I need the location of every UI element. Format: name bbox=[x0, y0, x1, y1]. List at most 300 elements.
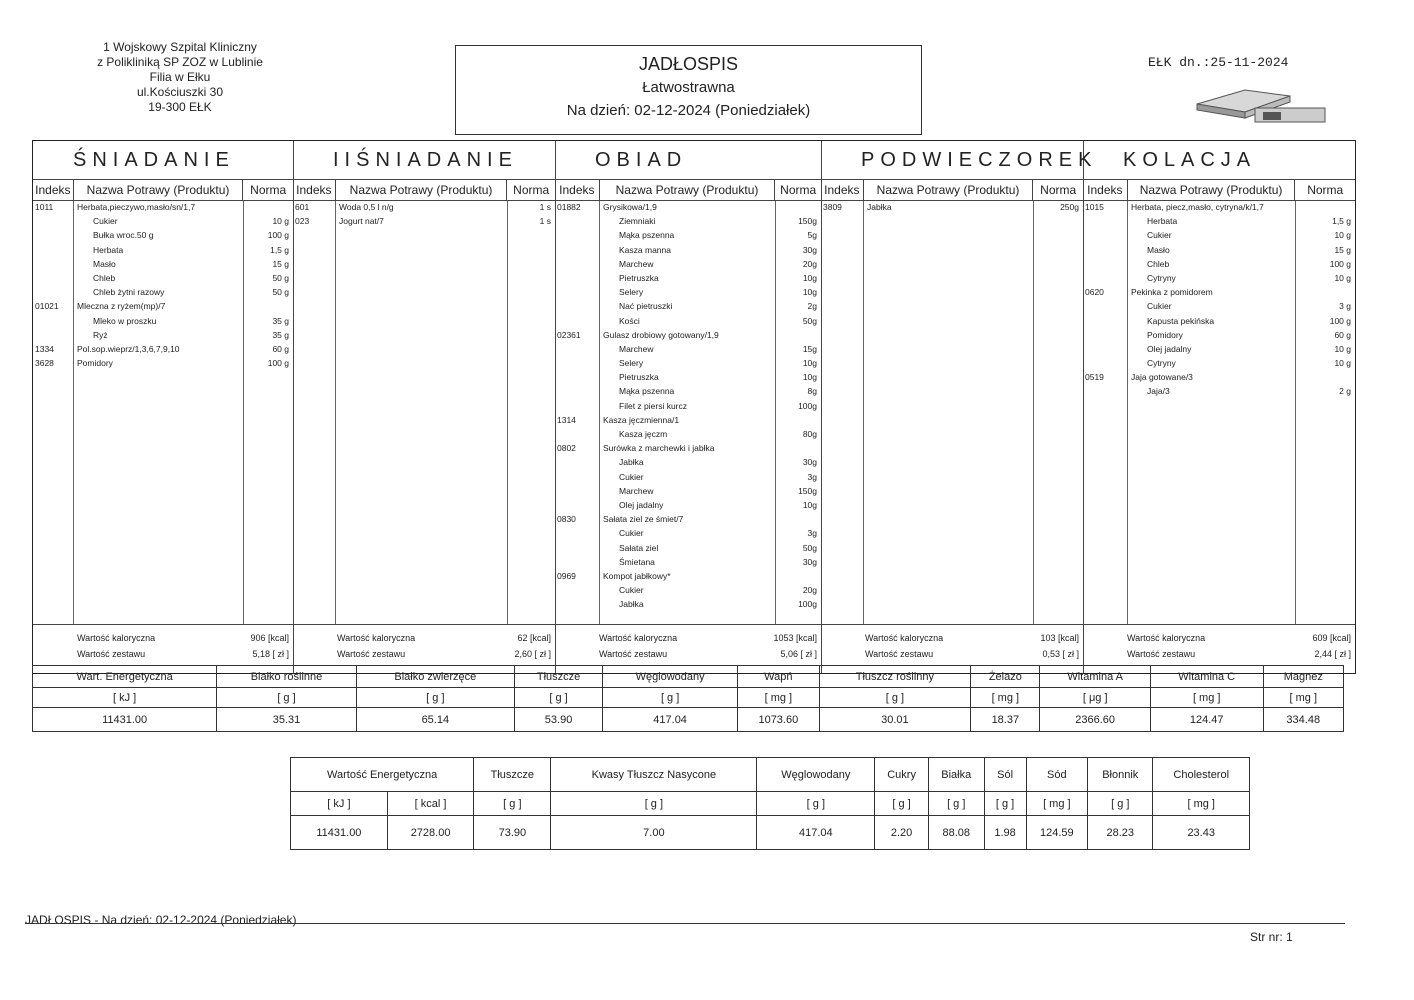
item-norm: 80g bbox=[802, 429, 817, 439]
item-name: Cukier bbox=[619, 585, 644, 596]
item-name: Pomidory bbox=[77, 358, 113, 369]
set_value-label: Wartość zestawu bbox=[337, 649, 406, 659]
item-norm: 100 g bbox=[1329, 258, 1351, 269]
item-norm: 30g bbox=[802, 457, 817, 468]
nutrition-value bbox=[33, 708, 1344, 732]
nutrition-header-cell: Tłuszcze bbox=[514, 666, 602, 688]
nutrition-unit-cell: [ mg ] bbox=[1026, 792, 1088, 816]
menu-item-row bbox=[555, 215, 821, 229]
menu-item-row bbox=[555, 598, 821, 612]
header-index: Indeks bbox=[293, 180, 336, 200]
nutrition-header-cell: Cukry bbox=[875, 758, 929, 792]
item-name: Kapusta pekińska bbox=[1147, 315, 1215, 326]
menu-item-row bbox=[555, 428, 821, 442]
item-name: Selery bbox=[619, 358, 644, 369]
nutrition-header-cell: Białko zwierzęce bbox=[356, 666, 514, 688]
menu-item-row bbox=[1083, 229, 1355, 243]
item-index: 023 bbox=[295, 216, 310, 227]
menu-item-row bbox=[1083, 315, 1355, 329]
item-name: Mleko w proszku bbox=[93, 315, 157, 326]
item-name: Herbata,pieczywo,masło/sn/1,7 bbox=[77, 202, 196, 212]
item-index: 3809 bbox=[823, 202, 842, 212]
calorie-value: 1053 [kcal] bbox=[773, 633, 817, 643]
item-norm: 10 g bbox=[1334, 343, 1351, 354]
item-name: Masło bbox=[93, 258, 116, 269]
nutrition-value-cell: 2728.00 bbox=[387, 816, 474, 850]
menu-item-row bbox=[1083, 201, 1355, 215]
nutrition-unit bbox=[291, 792, 1250, 816]
item-name: Mleczna z ryżem(mp)/7 bbox=[77, 301, 166, 312]
item-index: 0519 bbox=[1085, 372, 1104, 383]
set_value-label: Wartość zestawu bbox=[1127, 649, 1196, 659]
nutrition-header-cell: Białka bbox=[928, 758, 984, 792]
header-name: Nazwa Potrawy (Produktu) bbox=[1128, 180, 1296, 200]
item-norm: 20g bbox=[802, 585, 817, 596]
menu-item-row bbox=[33, 272, 293, 286]
nutrition-value-cell: 18.37 bbox=[971, 708, 1040, 732]
calorie-label: Wartość kaloryczna bbox=[1127, 633, 1206, 643]
menu-item-row bbox=[33, 244, 293, 258]
item-name: Ryż bbox=[93, 329, 108, 340]
nutrition-header-cell: Żelazo bbox=[971, 666, 1040, 688]
menu-item-row bbox=[1083, 215, 1355, 229]
header-index: Indeks bbox=[33, 180, 74, 200]
menu-item-row bbox=[33, 229, 293, 243]
page-title: JADŁOSPIS bbox=[638, 54, 739, 74]
menu-item-row bbox=[555, 286, 821, 300]
meal-title: ŚNIADANIE bbox=[33, 141, 293, 180]
nutrition-unit-cell: [ g ] bbox=[217, 688, 356, 708]
item-name: Herbata bbox=[93, 244, 124, 255]
nutrition-unit-cell: [ g ] bbox=[928, 792, 984, 816]
menu-item-row bbox=[555, 499, 821, 513]
meal-title: KOLACJA bbox=[1083, 141, 1355, 180]
menu-item-row bbox=[555, 542, 821, 556]
menu-item-row bbox=[555, 456, 821, 470]
item-name: Pietruszka bbox=[619, 272, 659, 283]
item-name: Selery bbox=[619, 287, 644, 298]
nutrition-value-cell: 2.20 bbox=[875, 816, 929, 850]
menu-item-row bbox=[555, 385, 821, 399]
calorie-value: 609 [kcal] bbox=[1312, 633, 1351, 643]
item-index: 1334 bbox=[35, 343, 54, 354]
item-norm: 35 g bbox=[272, 315, 289, 326]
item-norm: 15g bbox=[802, 343, 817, 354]
menu-item-row bbox=[293, 201, 555, 215]
nutrition-unit-cell: [ g ] bbox=[1088, 792, 1153, 816]
item-norm: 20g bbox=[802, 258, 817, 269]
meal-title: IIŚNIADANIE bbox=[293, 141, 555, 180]
item-name: Kasza manna bbox=[619, 244, 671, 255]
menu-item-row bbox=[555, 584, 821, 598]
item-index: 0802 bbox=[557, 443, 576, 454]
item-norm: 10g bbox=[802, 372, 817, 383]
header-name: Nazwa Potrawy (Produktu) bbox=[336, 180, 508, 200]
item-name: Mąka pszenna bbox=[619, 386, 675, 397]
menu-item-row bbox=[1083, 272, 1355, 286]
header-name: Nazwa Potrawy (Produktu) bbox=[864, 180, 1034, 200]
item-name: Cytryny bbox=[1147, 272, 1176, 283]
menu-item-row bbox=[1083, 300, 1355, 314]
nutrition-value-cell: 1073.60 bbox=[738, 708, 820, 732]
meal-column bbox=[555, 141, 822, 673]
column-header bbox=[555, 180, 821, 201]
item-index: 601 bbox=[295, 202, 310, 212]
item-name: Ziemniaki bbox=[619, 216, 656, 227]
item-norm: 30g bbox=[802, 244, 817, 255]
nutrition-unit-cell: [ g ] bbox=[984, 792, 1026, 816]
meal-items bbox=[821, 201, 1083, 625]
meal-column bbox=[293, 141, 556, 673]
menu-item-row bbox=[555, 471, 821, 485]
menu-item-row bbox=[33, 343, 293, 357]
menu-date: Na dzień: 02-12-2024 (Poniedziałek) bbox=[566, 102, 811, 119]
item-norm: 150g bbox=[798, 485, 817, 496]
item-norm: 150g bbox=[798, 216, 817, 227]
nutrition-unit bbox=[33, 688, 1344, 708]
menu-item-row bbox=[1083, 385, 1355, 399]
item-name: Herbata bbox=[1147, 216, 1178, 227]
item-name: Woda 0,5 l n/g bbox=[339, 202, 394, 212]
nutrition-value-cell: 11431.00 bbox=[291, 816, 388, 850]
menu-item-row bbox=[555, 513, 821, 527]
item-name: Cukier bbox=[93, 216, 118, 227]
menu-item-row bbox=[33, 300, 293, 314]
set_value-label: Wartość zestawu bbox=[865, 649, 934, 659]
header-norm: Norma bbox=[250, 183, 287, 197]
item-norm: 250g bbox=[1060, 202, 1079, 212]
menu-item-row bbox=[33, 286, 293, 300]
item-name: Chleb żytni razowy bbox=[93, 287, 165, 298]
menu-item-row bbox=[33, 357, 293, 371]
item-norm: 3g bbox=[807, 471, 817, 482]
nutrition-value-cell: 124.59 bbox=[1026, 816, 1088, 850]
menu-item-row bbox=[555, 400, 821, 414]
item-name: Pietruszka bbox=[619, 372, 659, 383]
item-name: Jabłka bbox=[867, 202, 892, 212]
nutrition-header-cell: Witamina C bbox=[1150, 666, 1263, 688]
nutrition-value-cell: 1.98 bbox=[984, 816, 1026, 850]
menu-table bbox=[32, 140, 1356, 674]
item-norm: 60 g bbox=[272, 343, 289, 354]
nutrition-unit-cell: [ μg ] bbox=[1040, 688, 1150, 708]
item-name: Mąka pszenna bbox=[619, 230, 675, 241]
nutrition-unit-cell: [ kcal ] bbox=[387, 792, 474, 816]
nutrition-unit-cell: [ kJ ] bbox=[291, 792, 388, 816]
column-divider bbox=[335, 201, 336, 625]
menu-item-row bbox=[555, 201, 821, 215]
item-norm: 10 g bbox=[1334, 358, 1351, 369]
item-name: Filet z piersi kurcz bbox=[619, 400, 688, 411]
header-name: Nazwa Potrawy (Produktu) bbox=[74, 180, 244, 200]
menu-item-row bbox=[555, 272, 821, 286]
item-name: Kości bbox=[619, 315, 640, 326]
calorie-value: 103 [kcal] bbox=[1040, 633, 1079, 643]
nutrition-header bbox=[291, 758, 1250, 792]
item-index: 1011 bbox=[35, 202, 54, 212]
nutrition-unit-cell: [ mg ] bbox=[1153, 792, 1250, 816]
nutrition-value-cell: 2366.60 bbox=[1040, 708, 1150, 732]
item-name: Nać pietruszki bbox=[619, 301, 673, 312]
item-index: 01021 bbox=[35, 301, 59, 312]
item-norm: 10 g bbox=[1334, 272, 1351, 283]
item-name: Gulasz drobiowy gotowany/1,9 bbox=[603, 329, 719, 340]
item-index: 1015 bbox=[1085, 202, 1104, 212]
menu-item-row bbox=[555, 527, 821, 541]
item-norm: 15 g bbox=[272, 258, 289, 269]
menu-item-row bbox=[293, 215, 555, 229]
set_value-label: Wartość zestawu bbox=[77, 649, 146, 659]
nutrition-unit-cell: [ mg ] bbox=[971, 688, 1040, 708]
nutrition-header-cell: Sód bbox=[1026, 758, 1088, 792]
menu-item-row bbox=[555, 229, 821, 243]
item-name: Marchew bbox=[619, 343, 654, 354]
nutrition-unit-cell: [ g ] bbox=[603, 688, 738, 708]
item-name: Jaja/3 bbox=[1147, 386, 1170, 397]
item-index: 02361 bbox=[557, 329, 581, 340]
nutrition-unit-cell: [ g ] bbox=[875, 792, 929, 816]
nutrition-value-cell: 334.48 bbox=[1263, 708, 1343, 732]
item-norm: 10g bbox=[802, 358, 817, 369]
nutrition-value-cell: 124.47 bbox=[1150, 708, 1263, 732]
item-index: 01882 bbox=[557, 202, 581, 212]
item-name: Jabłka bbox=[619, 599, 644, 610]
menu-item-row bbox=[555, 485, 821, 499]
item-norm: 100g bbox=[798, 400, 817, 411]
nutrition-header-cell: Witamina A bbox=[1040, 666, 1150, 688]
item-norm: 50g bbox=[802, 542, 817, 553]
item-index: 0969 bbox=[557, 570, 576, 581]
menu-item-row bbox=[33, 201, 293, 215]
item-index: 0830 bbox=[557, 514, 576, 525]
nutrition-table-2 bbox=[290, 757, 1250, 850]
header-norm: Norma bbox=[780, 183, 817, 197]
header-norm: Norma bbox=[1040, 183, 1077, 197]
item-norm: 10g bbox=[802, 287, 817, 298]
set_value-value: 0,53 [ zł ] bbox=[1042, 649, 1079, 659]
menu-item-row bbox=[1083, 343, 1355, 357]
item-norm: 1,5 g bbox=[1332, 216, 1351, 227]
set_value-value: 2,44 [ zł ] bbox=[1314, 649, 1351, 659]
nutrition-header bbox=[33, 666, 1344, 688]
menu-item-row bbox=[33, 215, 293, 229]
nutrition-value bbox=[291, 816, 1250, 850]
nutrition-header-cell: Białko roślinne bbox=[217, 666, 356, 688]
menu-item-row bbox=[555, 570, 821, 584]
footer-title: JADŁOSPIS - Na dzień: 02-12-2024 (Poniedziałek) bbox=[25, 913, 297, 927]
item-name: Marchew bbox=[619, 258, 654, 269]
column-header bbox=[821, 180, 1083, 201]
calorie-label: Wartość kaloryczna bbox=[599, 633, 678, 643]
nutrition-header-cell: Wartość Energetyczna bbox=[291, 758, 474, 792]
item-norm: 50g bbox=[802, 315, 817, 326]
item-norm: 100 g bbox=[1329, 315, 1351, 326]
hospital-line: 19-300 EŁK bbox=[148, 100, 212, 114]
nutrition-header-cell: Węglowodany bbox=[603, 666, 738, 688]
header-name: Nazwa Potrawy (Produktu) bbox=[600, 180, 776, 200]
item-name: Herbata, piecz,masło, cytryna/k/1,7 bbox=[1131, 202, 1264, 212]
item-norm: 10g bbox=[802, 499, 817, 510]
item-name: Śmietana bbox=[619, 556, 655, 567]
nutrition-header-cell: Cholesterol bbox=[1153, 758, 1250, 792]
item-norm: 10g bbox=[802, 272, 817, 283]
nutrition-header-cell: Węglowodany bbox=[757, 758, 875, 792]
nutrition-header-cell: Wart. Energetyczna bbox=[33, 666, 217, 688]
item-norm: 100g bbox=[798, 599, 817, 610]
column-divider bbox=[1033, 201, 1034, 625]
nutrition-unit-cell: [ g ] bbox=[474, 792, 551, 816]
meal-items bbox=[1083, 201, 1355, 625]
nutrition-value-cell: 417.04 bbox=[757, 816, 875, 850]
hospital-line: Filia w Ełku bbox=[149, 70, 211, 84]
menu-item-row bbox=[555, 300, 821, 314]
calorie-value: 906 [kcal] bbox=[250, 633, 289, 643]
item-index: 3628 bbox=[35, 358, 54, 369]
item-name: Bułka wroc.50 g bbox=[93, 230, 154, 241]
meal-column bbox=[1083, 141, 1355, 673]
item-norm: 3g bbox=[807, 528, 817, 539]
menu-item-row bbox=[555, 556, 821, 570]
item-norm: 8g bbox=[807, 386, 817, 397]
meal-title: OBIAD bbox=[555, 141, 821, 180]
item-name: Kompot jabłkowy* bbox=[603, 570, 671, 581]
header-index: Indeks bbox=[1083, 180, 1128, 200]
nutrition-unit-cell: [ kJ ] bbox=[33, 688, 217, 708]
item-name: Chleb bbox=[1147, 258, 1170, 269]
menu-item-row bbox=[1083, 258, 1355, 272]
nutrition-unit-cell: [ g ] bbox=[819, 688, 971, 708]
item-norm: 15 g bbox=[1334, 244, 1351, 255]
nutrition-value-cell: 23.43 bbox=[1153, 816, 1250, 850]
item-name: Pekinka z pomidorem bbox=[1131, 287, 1213, 298]
nutrition-unit-cell: [ g ] bbox=[757, 792, 875, 816]
meal-items bbox=[555, 201, 821, 625]
item-norm: 50 g bbox=[272, 272, 289, 283]
item-name: Sałata ziel ze śmiet/7 bbox=[603, 514, 684, 525]
menu-item-row bbox=[33, 258, 293, 272]
meal-column bbox=[33, 141, 294, 673]
item-name: Cytryny bbox=[1147, 358, 1176, 369]
item-norm: 10 g bbox=[272, 216, 289, 227]
menu-item-row bbox=[1083, 244, 1355, 258]
nutrition-header-cell: Wapń bbox=[738, 666, 820, 688]
item-index: 1314 bbox=[557, 414, 576, 425]
footer-divider bbox=[25, 923, 1345, 924]
menu-item-row bbox=[1083, 357, 1355, 371]
item-name: Grysikowa/1,9 bbox=[603, 202, 657, 212]
menu-item-row bbox=[33, 315, 293, 329]
header-norm: Norma bbox=[513, 183, 550, 197]
menu-item-row bbox=[555, 244, 821, 258]
set_value-label: Wartość zestawu bbox=[599, 649, 668, 659]
item-name: Olej jadalny bbox=[1147, 343, 1192, 354]
item-norm: 100 g bbox=[267, 358, 289, 369]
item-name: Cukier bbox=[1147, 230, 1172, 241]
menu-item-row bbox=[555, 315, 821, 329]
menu-item-row bbox=[555, 357, 821, 371]
page-number: Str nr: 1 bbox=[1250, 930, 1293, 944]
nutrition-value-cell: 7.00 bbox=[551, 816, 757, 850]
hospital-line: z Polikliniką SP ZOZ w Lublinie bbox=[97, 55, 263, 69]
header-index: Indeks bbox=[555, 180, 600, 200]
place-date: EŁK dn.:25-11-2024 bbox=[1148, 55, 1289, 70]
nutrition-table-1 bbox=[32, 665, 1344, 732]
nutrition-header-cell: Tłuszcz roślinny bbox=[819, 666, 971, 688]
item-name: Kasza jęczmienna/1 bbox=[603, 414, 680, 425]
menu-item-row bbox=[821, 201, 1083, 215]
column-header bbox=[293, 180, 555, 201]
item-norm: 3 g bbox=[1339, 301, 1351, 312]
item-norm: 2 g bbox=[1339, 386, 1351, 397]
meal-title: PODWIECZOREK bbox=[821, 141, 1083, 180]
item-norm: 1 s bbox=[539, 216, 551, 227]
nutrition-header-cell: Tłuszcze bbox=[474, 758, 551, 792]
header-index: Indeks bbox=[821, 180, 864, 200]
menu-item-row bbox=[555, 258, 821, 272]
item-name: Sałata ziel bbox=[619, 542, 659, 553]
header-norm: Norma bbox=[1307, 183, 1344, 197]
item-name: Marchew bbox=[619, 485, 654, 496]
menu-item-row bbox=[555, 329, 821, 343]
item-name: Pol.sop.wieprz/1,3,6,7,9,10 bbox=[77, 343, 180, 354]
set_value-value: 2,60 [ zł ] bbox=[514, 649, 551, 659]
nutrition-value-cell: 417.04 bbox=[603, 708, 738, 732]
item-name: Jabłka bbox=[619, 457, 644, 468]
item-norm: 1,5 g bbox=[270, 244, 289, 255]
nutrition-value-cell: 28.23 bbox=[1088, 816, 1153, 850]
item-name: Kasza jęczm bbox=[619, 429, 668, 439]
column-header bbox=[1083, 180, 1355, 201]
book-icon bbox=[1195, 82, 1330, 127]
nutrition-unit-cell: [ mg ] bbox=[738, 688, 820, 708]
column-divider bbox=[863, 201, 864, 625]
nutrition-unit-cell: [ g ] bbox=[514, 688, 602, 708]
item-name: Olej jadalny bbox=[619, 499, 664, 510]
item-norm: 1 s bbox=[539, 202, 551, 212]
nutrition-value-cell: 65.14 bbox=[356, 708, 514, 732]
item-name: Cukier bbox=[619, 471, 644, 482]
menu-item-row bbox=[555, 371, 821, 385]
nutrition-unit-cell: [ g ] bbox=[356, 688, 514, 708]
item-name: Jogurt nat/7 bbox=[339, 216, 384, 227]
meal-items bbox=[293, 201, 555, 625]
item-name: Pomidory bbox=[1147, 329, 1183, 340]
calorie-label: Wartość kaloryczna bbox=[337, 633, 416, 643]
calorie-value: 62 [kcal] bbox=[517, 633, 551, 643]
nutrition-value-cell: 30.01 bbox=[819, 708, 971, 732]
nutrition-header-cell: Magnez bbox=[1263, 666, 1343, 688]
diet-name: Łatwostrawna bbox=[642, 79, 735, 96]
meal-items bbox=[33, 201, 293, 625]
nutrition-header-cell: Kwasy Tłuszcz Nasycone bbox=[551, 758, 757, 792]
item-norm: 10 g bbox=[1334, 230, 1351, 241]
calorie-label: Wartość kaloryczna bbox=[77, 633, 156, 643]
item-name: Masło bbox=[1147, 244, 1170, 255]
nutrition-header-cell: Błonnik bbox=[1088, 758, 1153, 792]
item-norm: 50 g bbox=[272, 287, 289, 298]
item-index: 0620 bbox=[1085, 287, 1104, 298]
set_value-value: 5,18 [ zł ] bbox=[252, 649, 289, 659]
column-divider bbox=[507, 201, 508, 625]
item-name: Cukier bbox=[1147, 301, 1172, 312]
item-name: Jaja gotowane/3 bbox=[1131, 372, 1193, 383]
nutrition-value-cell: 35.31 bbox=[217, 708, 356, 732]
nutrition-unit-cell: [ mg ] bbox=[1263, 688, 1343, 708]
nutrition-unit-cell: [ mg ] bbox=[1150, 688, 1263, 708]
menu-item-row bbox=[1083, 286, 1355, 300]
column-header bbox=[33, 180, 293, 201]
nutrition-unit-cell: [ g ] bbox=[551, 792, 757, 816]
